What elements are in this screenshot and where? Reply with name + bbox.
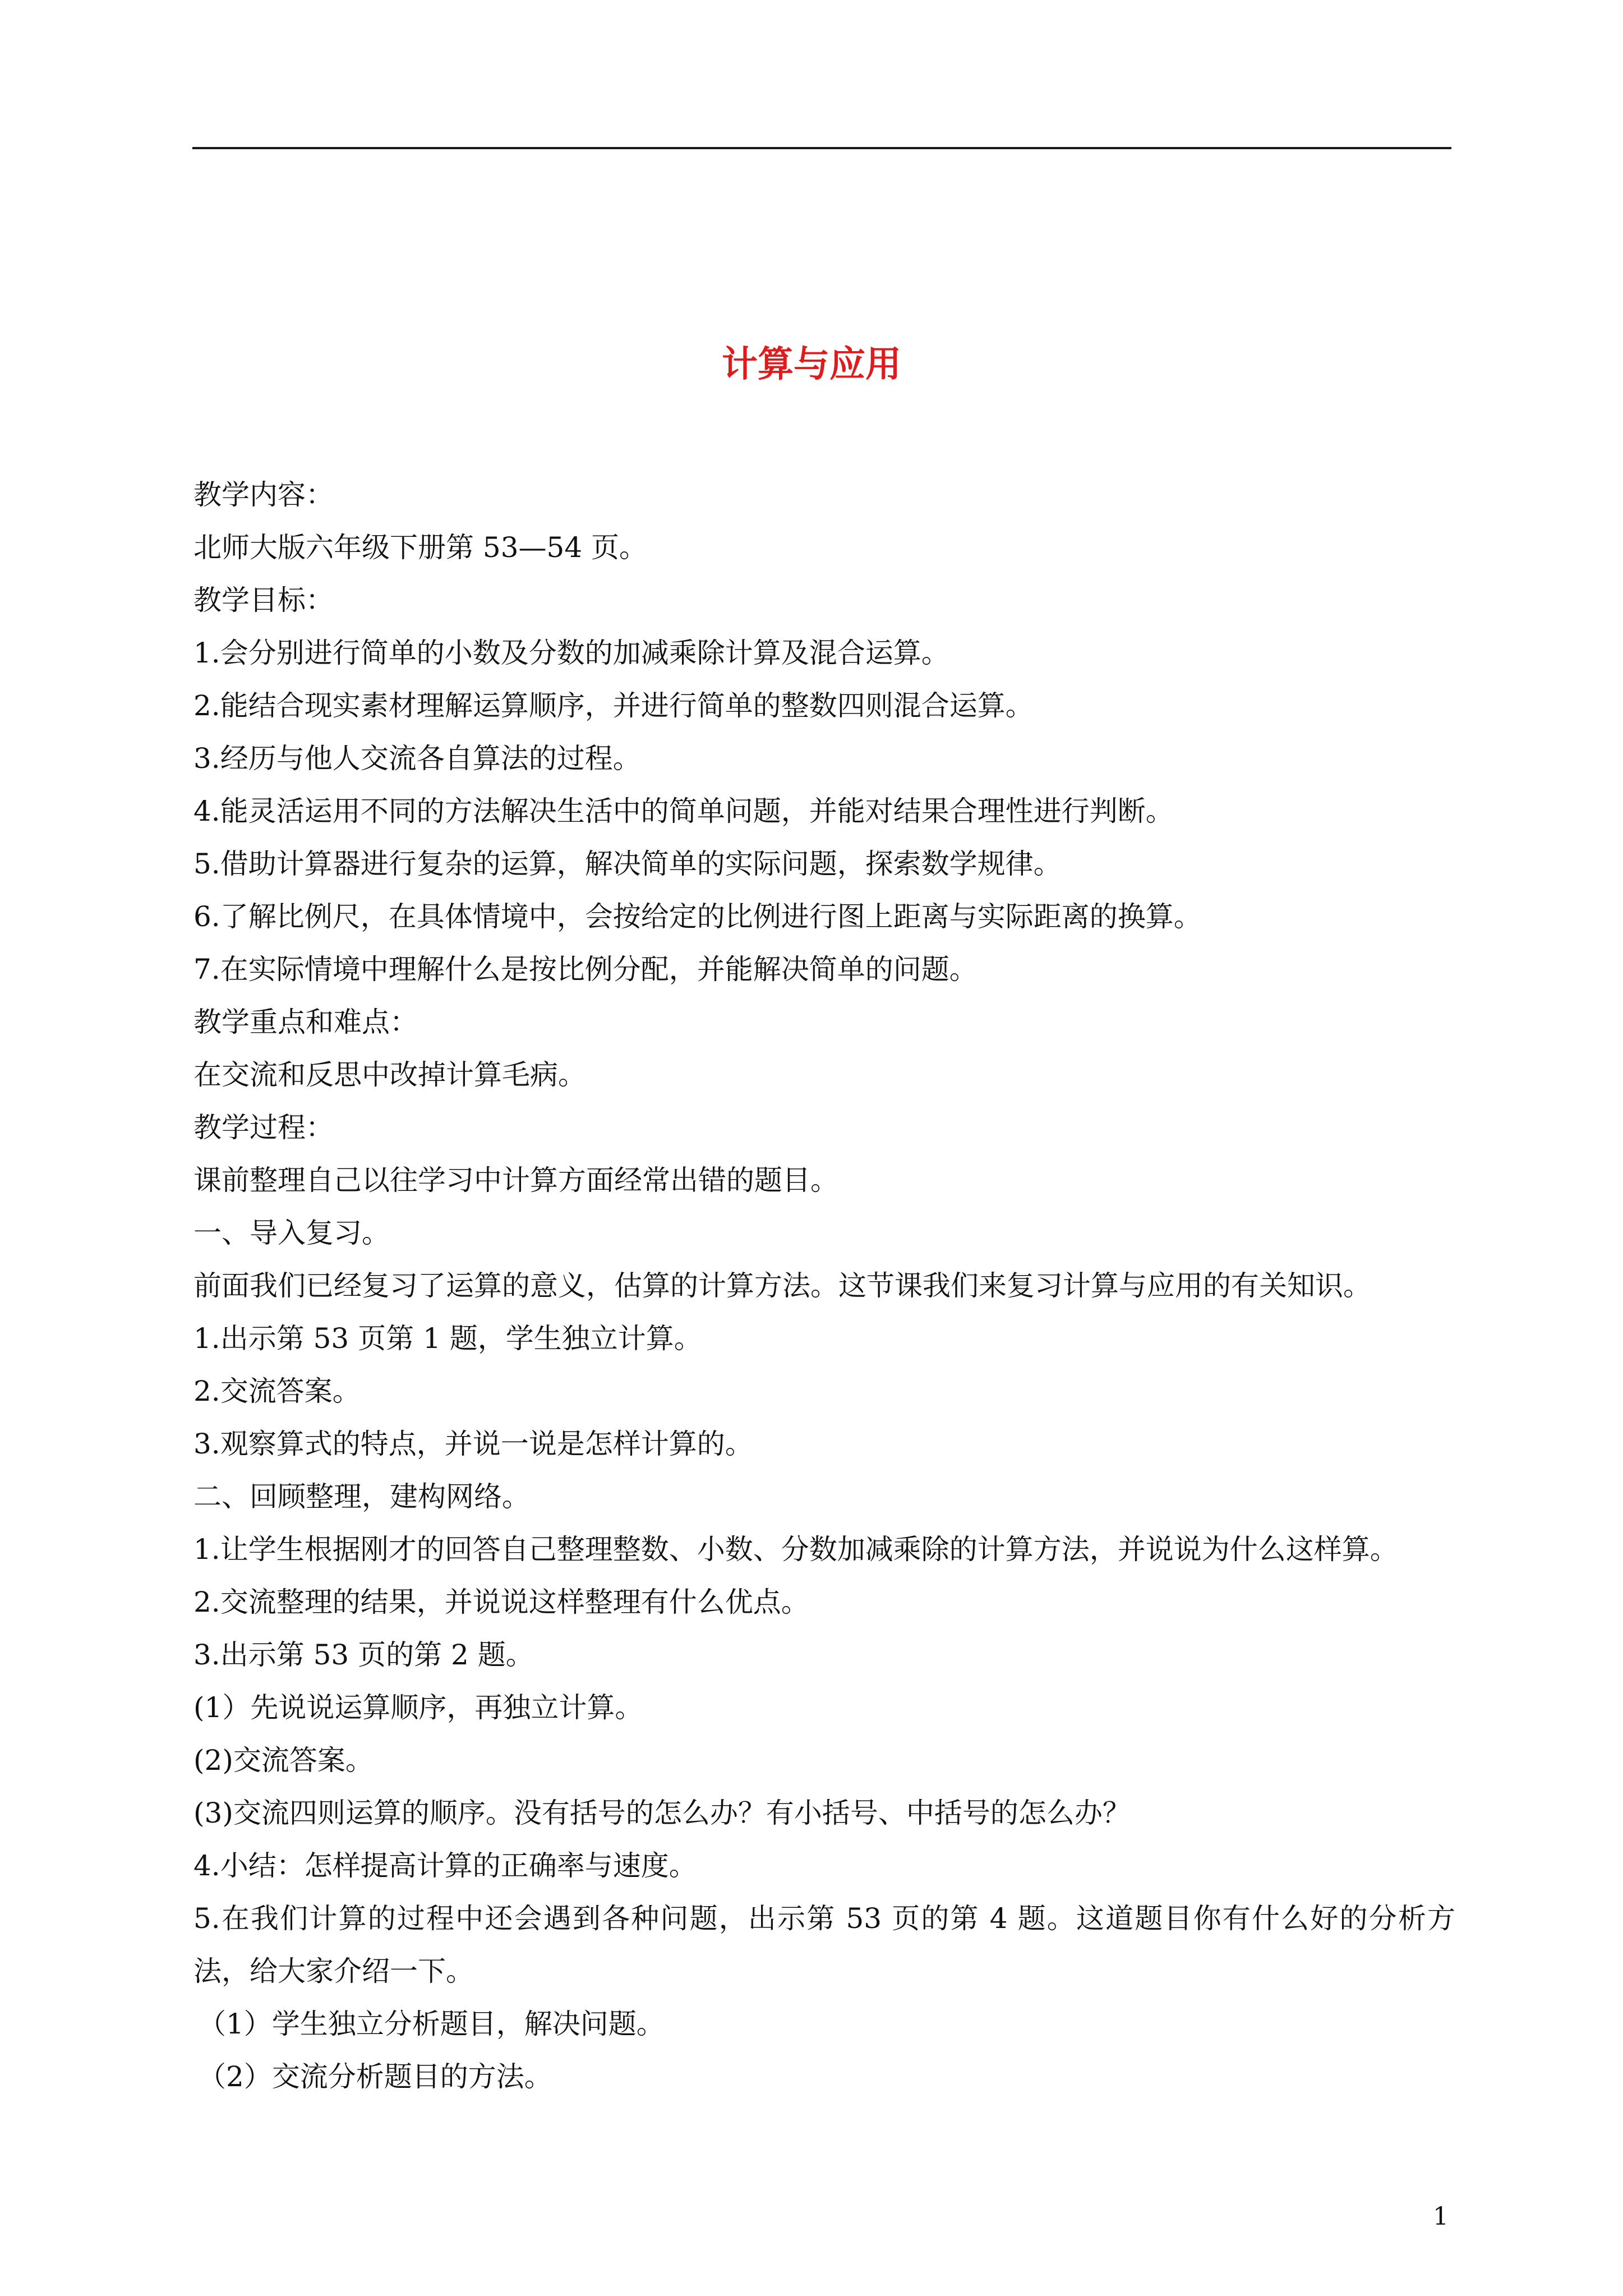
objective-item: 4.能灵活运用不同的方法解决生活中的简单问题，并能对结果合理性进行判断。 [193,795,1174,827]
objective-item: 6.了解比例尺，在具体情境中，会按给定的比例进行图上距离与实际距离的换算。 [193,900,1202,933]
sub-step-item: （1）学生独立分析题目，解决问题。 [198,2008,665,2040]
step-item: 1.出示第 53 页第 1 题，学生独立计算。 [193,1322,702,1355]
objective-item: 3.经历与他人交流各自算法的过程。 [193,742,641,775]
paragraph: 北师大版六年级下册第 53—54 页。 [193,531,648,564]
section-heading-content: 教学内容： [193,478,334,511]
sub-step-item: (1）先说说运算顺序，再独立计算。 [193,1691,643,1724]
section-heading-objectives: 教学目标： [193,584,334,616]
section-heading-process: 教学过程： [193,1111,334,1144]
step-item: 4.小结：怎样提高计算的正确率与速度。 [193,1849,697,1882]
sub-step-item: （2）交流分析题目的方法。 [198,2060,552,2093]
objective-item: 1.会分别进行简单的小数及分数的加减乘除计算及混合运算。 [193,637,949,669]
section-heading-key-points: 教学重点和难点： [193,1006,418,1038]
step-item: 3.出示第 53 页的第 2 题。 [193,1639,534,1671]
paragraph: 课前整理自己以往学习中计算方面经常出错的题目。 [193,1164,838,1197]
objective-item: 5.借助计算器进行复杂的运算，解决简单的实际问题，探索数学规律。 [193,848,1062,880]
step-item: 3.观察算式的特点，并说一说是怎样计算的。 [193,1428,753,1460]
paragraph: 在交流和反思中改掉计算毛病。 [193,1059,586,1091]
paragraph: 前面我们已经复习了运算的意义，估算的计算方法。这节课我们来复习计算与应用的有关知识。 [193,1269,1371,1302]
sub-step-item: (2)交流答案。 [193,1744,374,1777]
step-item: 5.在我们计算的过程中还会遇到各种问题，出示第 53 页的第 4 题。这道题目你有什么好的分析方法，给大家介绍一下。 [193,1902,1455,1987]
document-title: 计算与应用 [722,344,901,385]
sub-step-item: (3)交流四则运算的顺序。没有括号的怎么办？有小括号、中括号的怎么办？ [193,1797,1131,1829]
objective-item: 2.能结合现实素材理解运算顺序，并进行简单的整数四则混合运算。 [193,689,1034,722]
document-body [193,468,1455,2103]
step-item: 1.让学生根据刚才的回答自己整理整数、小数、分数加减乘除的计算方法，并说说为什么这样算。 [193,1533,1398,1566]
step-item: 2.交流整理的结果，并说说这样整理有什么优点。 [193,1586,809,1618]
objective-item: 7.在实际情境中理解什么是按比例分配，并能解决简单的问题。 [193,953,978,986]
header-rule [192,147,1451,149]
step-item: 2.交流答案。 [193,1375,361,1407]
page-number: 1 [1433,2202,1449,2231]
subsection-heading: 一、导入复习。 [193,1217,390,1249]
subsection-heading: 二、回顾整理，建构网络。 [193,1480,530,1513]
